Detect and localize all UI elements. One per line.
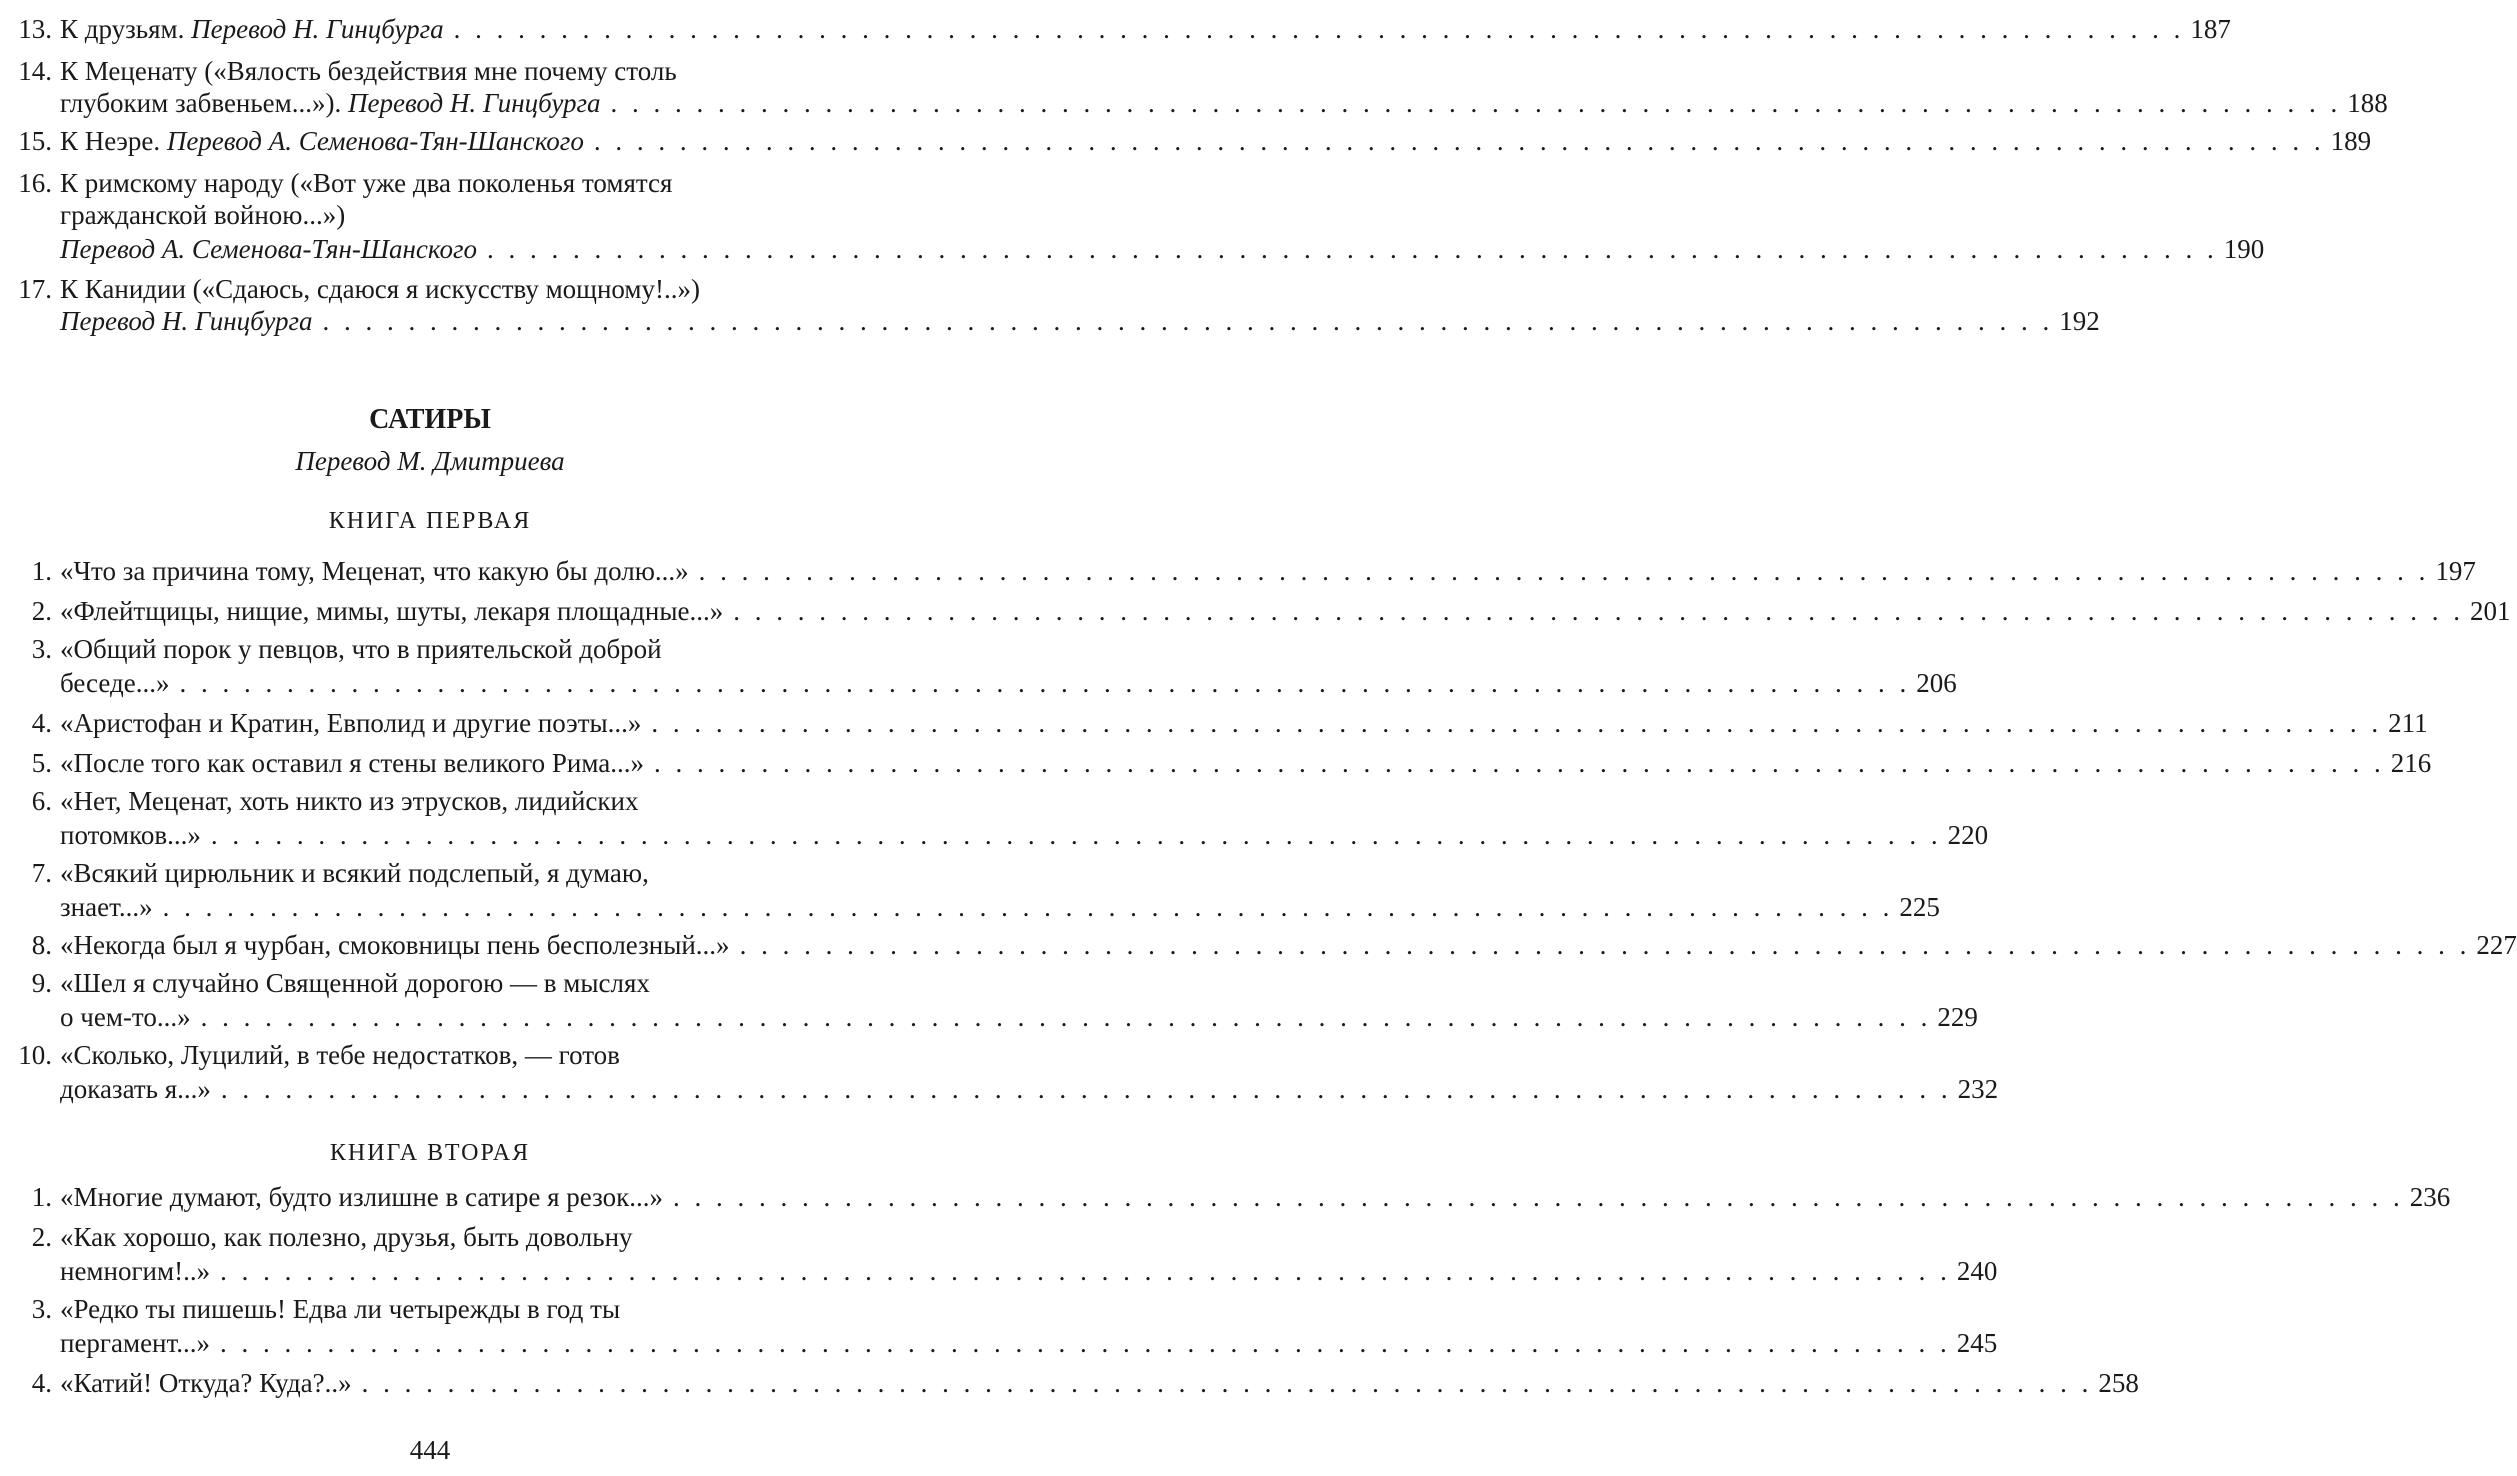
entry-title [60, 306, 313, 337]
entry-page-number: 188 [2347, 88, 2388, 118]
entry-first-line: К римскому народу («Вот уже два поколенья томятся [60, 168, 673, 198]
leader-dots: . . . . . . . . . . . . . . . . . . . . . . . . . . . . . . . . . . . . . . . . . . . . . . . . . . . . . . . . . . . . . . . . . . . . . . . . . . . . . . . . . [361, 1368, 2093, 1398]
page-number: 444 [409, 1435, 451, 1465]
entry-number: 15. [18, 126, 52, 156]
entry-translator: Перевод А. Семенова-Тян-Шанского [60, 234, 477, 264]
entry-number: 9. [31, 968, 52, 998]
entry-page-number: 236 [2409, 1182, 2451, 1212]
entry-number: 3. [31, 1294, 52, 1324]
entry-title [60, 88, 601, 119]
entry-title: «Аристофан и Кратин, Евполид и другие поэты...» [60, 708, 642, 738]
entry-translator: Перевод Н. Гинцбурга [60, 306, 313, 336]
entry-page-number: 258 [2098, 1368, 2139, 1398]
entry-number: 4. [31, 1368, 52, 1398]
entry-number: 5. [31, 748, 52, 778]
entry-line [60, 88, 2388, 119]
entry-line [60, 930, 2517, 961]
entry-title: доказать я...» [60, 1074, 211, 1104]
entry-line [60, 126, 2372, 157]
entry-line [60, 234, 2265, 265]
entry-text: К Неэре. [60, 126, 167, 156]
entry-page-number: 211 [2388, 708, 2428, 738]
entry-title: «Катий! Откуда? Куда?..» [60, 1368, 352, 1398]
leader-dots: . . . . . . . . . . . . . . . . . . . . . . . . . . . . . . . . . . . . . . . . . . . . . . . . . . . . . . . . . . . . . . . . . . . . . . . . . . . . . . . . . [672, 1182, 2404, 1212]
entry-number: 2. [31, 596, 52, 626]
entry-page-number: 190 [2223, 234, 2265, 264]
entry-number: 1. [31, 556, 52, 586]
leader-dots: . . . . . . . . . . . . . . . . . . . . . . . . . . . . . . . . . . . . . . . . . . . . . . . . . . . . . . . . . . . . . . . . . . . . . . . . . . . . . . . . . [179, 668, 1911, 698]
leader-dots: . . . . . . . . . . . . . . . . . . . . . . . . . . . . . . . . . . . . . . . . . . . . . . . . . . . . . . . . . . . . . . . . . . . . . . . . . . . . . . . . . [593, 126, 2325, 156]
entry-number: 8. [31, 930, 52, 960]
entry-title: потомков...» [60, 820, 201, 850]
leader-dots: . . . . . . . . . . . . . . . . . . . . . . . . . . . . . . . . . . . . . . . . . . . . . . . . . . . . . . . . . . . . . . . . . . . . . . . . . . . . . . . . . [698, 556, 2430, 586]
entry-number: 10. [18, 1040, 52, 1070]
leader-dots: . . . . . . . . . . . . . . . . . . . . . . . . . . . . . . . . . . . . . . . . . . . . . . . . . . . . . . . . . . . . . . . . . . . . . . . . . . . . . . . . . [220, 1256, 1951, 1286]
entry-page-number: 192 [2059, 306, 2100, 336]
leader-dots: . . . . . . . . . . . . . . . . . . . . . . . . . . . . . . . . . . . . . . . . . . . . . . . . . . . . . . . . . . . . . . . . . . . . . . . . . . . . . . . . . [733, 596, 2464, 626]
entry-number: 4. [31, 708, 52, 738]
entry-first-line: «Нет, Меценат, хоть никто из этрусков, лидийских [60, 786, 639, 816]
entry-number: 3. [31, 634, 52, 664]
book-heading: КНИГА ВТОРАЯ [329, 1140, 531, 1166]
entry-translator: Перевод Н. Гинцбурга [191, 14, 444, 44]
entry-title: «Что за причина тому, Меценат, что какую бы долю...» [60, 556, 689, 586]
entry-line [60, 556, 2476, 587]
entry-line [60, 1256, 1998, 1287]
leader-dots: . . . . . . . . . . . . . . . . . . . . . . . . . . . . . . . . . . . . . . . . . . . . . . . . . . . . . . . . . . . . . . . . . . . . . . . . . . . . . . . . . [739, 930, 2471, 960]
entry-number: 17. [18, 274, 52, 304]
entry-line [60, 1002, 1978, 1033]
entry-number: 13. [18, 14, 52, 44]
entry-title [60, 14, 444, 45]
entry-line [60, 306, 2100, 337]
leader-dots: . . . . . . . . . . . . . . . . . . . . . . . . . . . . . . . . . . . . . . . . . . . . . . . . . . . . . . . . . . . . . . . . . . . . . . . . . . . . . . . . . [210, 820, 1942, 850]
entry-number: 2. [31, 1222, 52, 1252]
entry-number: 7. [31, 858, 52, 888]
entry-title: пергамент...» [60, 1328, 211, 1358]
entry-page-number: 229 [1937, 1002, 1978, 1032]
book-heading: КНИГА ПЕРВАЯ [328, 508, 532, 534]
entry-line [60, 596, 2511, 627]
entry-number: 16. [18, 168, 52, 198]
entry-text: К друзьям. [60, 14, 192, 44]
entry-page-number: 187 [2190, 14, 2231, 44]
entry-title [60, 126, 584, 157]
leader-dots: . . . . . . . . . . . . . . . . . . . . . . . . . . . . . . . . . . . . . . . . . . . . . . . . . . . . . . . . . . . . . . . . . . . . . . . . . . . . . . . . . [453, 14, 2185, 44]
section-title: САТИРЫ [369, 404, 491, 435]
entry-page-number: 197 [2435, 556, 2476, 586]
entry-page-number: 206 [1916, 668, 1957, 698]
entry-page-number: 245 [1956, 1328, 1998, 1358]
entry-first-line: «Всякий цирюльник и всякий подслепый, я думаю, [60, 858, 649, 888]
leader-dots: . . . . . . . . . . . . . . . . . . . . . . . . . . . . . . . . . . . . . . . . . . . . . . . . . . . . . . . . . . . . . . . . . . . . . . . . . . . . . . . . . [220, 1328, 1951, 1358]
entry-title: немногим!..» [60, 1256, 211, 1286]
entry-first-line: «Сколько, Луцилий, в тебе недостатков, — готов [60, 1040, 620, 1070]
entry-page-number: 189 [2330, 126, 2372, 156]
entry-line [60, 1182, 2451, 1213]
leader-dots: . . . . . . . . . . . . . . . . . . . . . . . . . . . . . . . . . . . . . . . . . . . . . . . . . . . . . . . . . . . . . . . . . . . . . . . . . . . . . . . . . [322, 306, 2054, 336]
leader-dots: . . . . . . . . . . . . . . . . . . . . . . . . . . . . . . . . . . . . . . . . . . . . . . . . . . . . . . . . . . . . . . . . . . . . . . . . . . . . . . . . . [200, 1002, 1932, 1032]
entry-line [60, 1368, 2139, 1399]
entry-title: о чем-то...» [60, 1002, 191, 1032]
entry-page-number: 240 [1956, 1256, 1998, 1286]
entry-number: 6. [31, 786, 52, 816]
entry-title: «Флейтщицы, нищие, мимы, шуты, лекаря площадные...» [60, 596, 724, 626]
entry-title: «Некогда был я чурбан, смоковницы пень бесполезный...» [60, 930, 730, 960]
entry-second-line: гражданской войною...») [60, 200, 346, 230]
leader-dots: . . . . . . . . . . . . . . . . . . . . . . . . . . . . . . . . . . . . . . . . . . . . . . . . . . . . . . . . . . . . . . . . . . . . . . . . . . . . . . . . . [651, 708, 2383, 738]
entry-number: 1. [31, 1182, 52, 1212]
section-translator: Перевод М. Дмитриева [295, 446, 565, 476]
entry-line [60, 748, 2432, 779]
entry-line [60, 668, 1957, 699]
entry-title: «После того как оставил я стены великого Рима...» [60, 748, 644, 778]
entry-title: беседе...» [60, 668, 170, 698]
leader-dots: . . . . . . . . . . . . . . . . . . . . . . . . . . . . . . . . . . . . . . . . . . . . . . . . . . . . . . . . . . . . . . . . . . . . . . . . . . . . . . . . . [487, 234, 2218, 264]
entry-first-line: К Канидии («Сдаюсь, сдаюся я искусству мощному!..») [60, 274, 700, 304]
entry-line [60, 1074, 1999, 1105]
entry-first-line: «Шел я случайно Священной дорогою — в мыслях [60, 968, 650, 998]
leader-dots: . . . . . . . . . . . . . . . . . . . . . . . . . . . . . . . . . . . . . . . . . . . . . . . . . . . . . . . . . . . . . . . . . . . . . . . . . . . . . . . . . [653, 748, 2385, 778]
entry-title: знает...» [60, 892, 153, 922]
entry-page-number: 220 [1947, 820, 1989, 850]
entry-page-number: 216 [2390, 748, 2432, 778]
entry-page-number: 225 [1899, 892, 1940, 922]
entry-number: 14. [18, 56, 52, 86]
entry-text: глубоким забвеньем...»). [60, 88, 348, 118]
leader-dots: . . . . . . . . . . . . . . . . . . . . . . . . . . . . . . . . . . . . . . . . . . . . . . . . . . . . . . . . . . . . . . . . . . . . . . . . . . . . . . . . . [220, 1074, 1952, 1104]
leader-dots: . . . . . . . . . . . . . . . . . . . . . . . . . . . . . . . . . . . . . . . . . . . . . . . . . . . . . . . . . . . . . . . . . . . . . . . . . . . . . . . . . [610, 88, 2342, 118]
entry-line [60, 1328, 1998, 1359]
entry-line [60, 820, 1989, 851]
entry-line [60, 708, 2428, 739]
entry-translator: Перевод Н. Гинцбурга [348, 88, 601, 118]
entry-first-line: К Меценату («Вялость бездействия мне почему столь [60, 56, 677, 86]
entry-first-line: «Как хорошо, как полезно, друзья, быть довольну [60, 1222, 633, 1252]
leader-dots: . . . . . . . . . . . . . . . . . . . . . . . . . . . . . . . . . . . . . . . . . . . . . . . . . . . . . . . . . . . . . . . . . . . . . . . . . . . . . . . . . [162, 892, 1894, 922]
entry-title: «Многие думают, будто излишне в сатире я резок...» [60, 1182, 663, 1212]
entry-title [60, 234, 477, 265]
entry-page-number: 201 [2469, 596, 2511, 626]
entry-first-line: «Редко ты пишешь! Едва ли четырежды в год ты [60, 1294, 621, 1324]
entry-first-line: «Общий порок у певцов, что в приятельской доброй [60, 634, 662, 664]
entry-line [60, 892, 1940, 923]
entry-page-number: 227 [2476, 930, 2517, 960]
entry-translator: Перевод А. Семенова-Тян-Шанского [166, 126, 584, 156]
entry-page-number: 232 [1957, 1074, 1999, 1104]
entry-line [60, 14, 2231, 45]
